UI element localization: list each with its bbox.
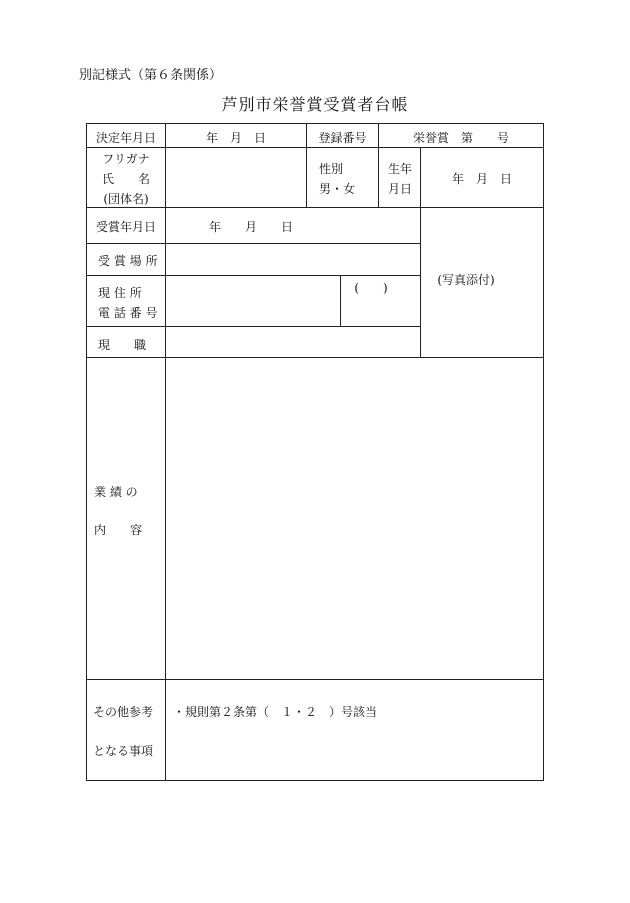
phone-label: 電 話 番 号: [98, 306, 158, 320]
birth-date-value[interactable]: 年 月 日: [451, 172, 512, 186]
row-divider: [86, 326, 421, 327]
other-notes-label-line1: その他参考: [93, 705, 154, 719]
award-date-value[interactable]: 年 月 日: [208, 220, 293, 234]
achievement-label-line2: 内 容: [94, 523, 143, 537]
furigana-label: フリガナ: [102, 152, 150, 166]
table-border-top: [86, 123, 544, 124]
group-name-label: (団体名): [103, 192, 149, 206]
header-note: 別記様式（第６条関係）: [79, 68, 223, 83]
row-divider: [86, 147, 544, 148]
registration-number-label: 登録番号: [318, 131, 367, 145]
birth-date-label-line2: 月日: [388, 182, 413, 196]
row-divider: [86, 357, 544, 358]
gender-options[interactable]: 男・女: [319, 182, 356, 196]
name-label: 氏 名: [101, 172, 150, 186]
photo-placeholder-label: (写真添付): [437, 273, 495, 287]
achievement-label-line1: 業 績 の: [94, 485, 138, 499]
birth-date-label-line1: 生年: [388, 162, 413, 176]
phone-area-code[interactable]: ( ): [354, 281, 388, 295]
row-divider: [86, 275, 421, 276]
address-label: 現 住 所: [98, 286, 142, 300]
table-border-right: [543, 123, 544, 781]
regulation-clause[interactable]: ・規則第２条第（ １・２ ）号該当: [173, 705, 378, 719]
row-divider: [86, 679, 544, 680]
decision-date-value[interactable]: 年 月 日: [205, 131, 266, 145]
award-place-label: 受 賞 場 所: [98, 254, 158, 268]
row-divider: [86, 207, 544, 208]
page-title: 芦別市栄誉賞受賞者台帳: [221, 95, 409, 114]
table-border-bottom: [86, 780, 544, 781]
registration-number-value[interactable]: 栄誉賞 第 号: [412, 131, 509, 145]
decision-date-label: 決定年月日: [95, 131, 156, 145]
award-date-label: 受賞年月日: [95, 220, 156, 234]
row-divider: [86, 243, 421, 244]
gender-label: 性別: [319, 162, 344, 176]
other-notes-label-line2: となる事項: [93, 744, 154, 758]
occupation-label: 現 職: [98, 338, 147, 352]
